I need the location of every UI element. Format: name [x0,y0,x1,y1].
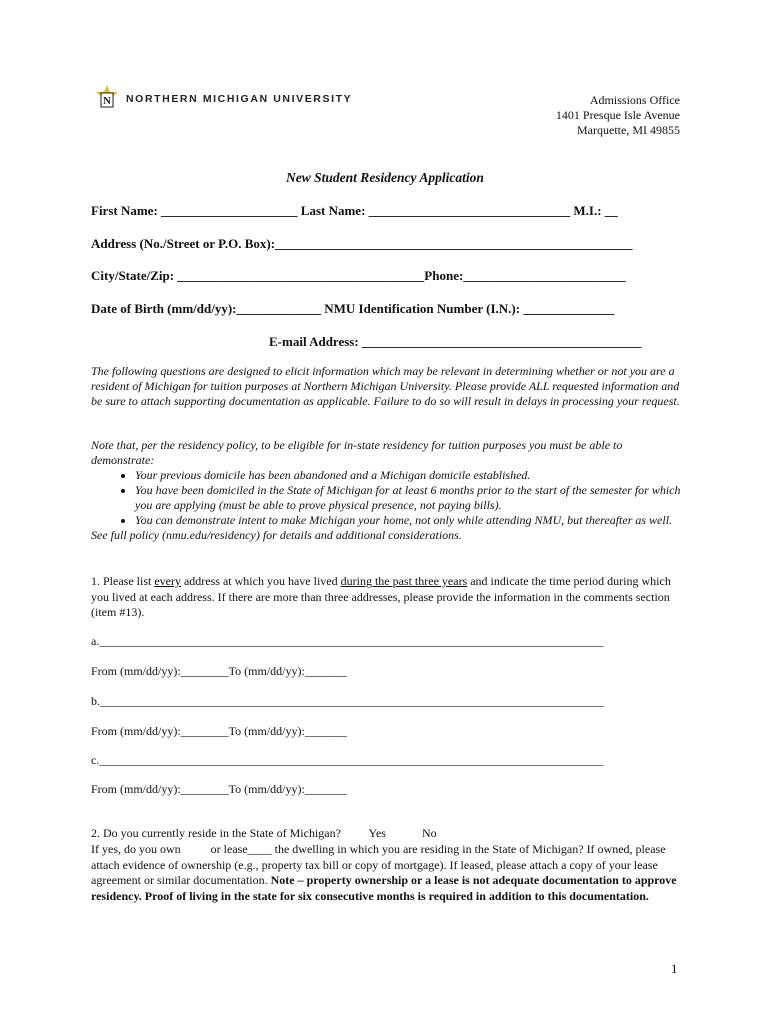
email-field[interactable]: E-mail Address: ___________________________________________ [269,334,642,349]
address-field[interactable]: Address (No./Street or P.O. Box):_______________________________________________________ [91,236,633,251]
q2-text-3: the dwelling in which you are residing in the State of Michigan? If owned, please attach evidence of ownership (e.g., property tax bill or copy of mortgage). If leased, please attach a copy of your lease agreement or similar documentation. [91,842,666,887]
question-1 [91,574,683,621]
q2-text-1: If yes, do you own [91,842,181,856]
address-b-dates[interactable]: From (mm/dd/yy):________To (mm/dd/yy):_______ [91,724,347,738]
policy-list [91,468,683,528]
intro-paragraph [91,364,683,409]
address-b-line[interactable]: b.____________________________________________________________________________________ [91,694,604,708]
q2-no-option[interactable]: No [421,826,437,840]
q1-every: every [154,574,181,588]
address-c-line[interactable]: c.____________________________________________________________________________________ [91,753,604,767]
city-phone-fields[interactable]: City/State/Zip: ______________________________________Phone:_________________________ [91,268,626,283]
q2-text-2: or lease [210,842,248,856]
page-title: New Student Residency Application [286,170,484,185]
office-address [556,93,680,138]
q1-text: 1. Please list [91,574,155,588]
q1-text-3: and indicate the time period during which you lived at each address. If there are more than three addresses, please provide the information in the comments section (item #13). [91,574,671,619]
q2-note: Note – property ownership or a lease is not adequate documentation to approve residency. Proof of living in the state for six consecutive months is required in addition to this documentation. [91,873,677,903]
svg-text:N: N [103,95,111,107]
address-c-dates[interactable]: From (mm/dd/yy):________To (mm/dd/yy):_______ [91,782,347,796]
policy-bullet: • You have been domiciled in the State of Michigan for at least 6 months prior to the start of the semester for which you are applying (must be able to prove physical presence, not paying bills). [135,483,683,513]
address-line-2: 1401 Presque Isle Avenue [555,108,680,122]
question-2 [91,826,437,842]
q1-during: during the past three years [340,574,468,588]
name-fields[interactable]: First Name: _____________________ Last Name: _______________________________ M.I.: __ [91,203,618,218]
question-2-details [91,842,683,904]
own-blank[interactable]: ____ [183,842,208,856]
q2-question: 2. Do you currently reside in the State of Michigan? [91,826,341,840]
note-lead: Note that, per the residency policy, to be eligible for in-state residency for tuition purposes you must be able to demonstrate: [91,438,623,467]
q1-text-2: address at which you have lived [180,574,341,588]
address-line-1: Admissions Office [589,93,680,107]
dob-id-fields[interactable]: Date of Birth (mm/dd/yy):_____________ NMU Identification Number (I.N.): ______________ [91,301,615,316]
address-a-line[interactable]: a.____________________________________________________________________________________ [91,634,604,648]
nmu-logo-icon [94,84,120,114]
policy-note [91,438,683,543]
policy-bullet: • You can demonstrate intent to make Michigan your home, not only while attending NMU, but thereafter as well. [135,513,683,528]
lease-blank[interactable]: ____ [247,842,272,856]
page-number: 1 [671,961,678,976]
note-footer: See full policy (nmu.edu/residency) for details and additional considerations. [91,528,462,542]
university-logo [94,84,352,114]
policy-bullet: • Your previous domicile has been abandoned and a Michigan domicile established. [135,468,683,483]
address-a-dates[interactable]: From (mm/dd/yy):________To (mm/dd/yy):_______ [91,664,347,678]
intro-text: The following questions are designed to elicit information which may be relevant in determining whether or not you are a resident of Michigan for tuition purposes at Northern Michigan University. Please provide ALL requested information and be sure to attach supporting documentation as applicable. Failure to do so will result in delays in processing your request. [91,364,680,408]
logo-text: NORTHERN MICHIGAN UNIVERSITY [126,93,353,105]
address-line-3: Marquette, MI 49855 [577,123,680,137]
q2-yes-option[interactable]: Yes [368,826,386,840]
